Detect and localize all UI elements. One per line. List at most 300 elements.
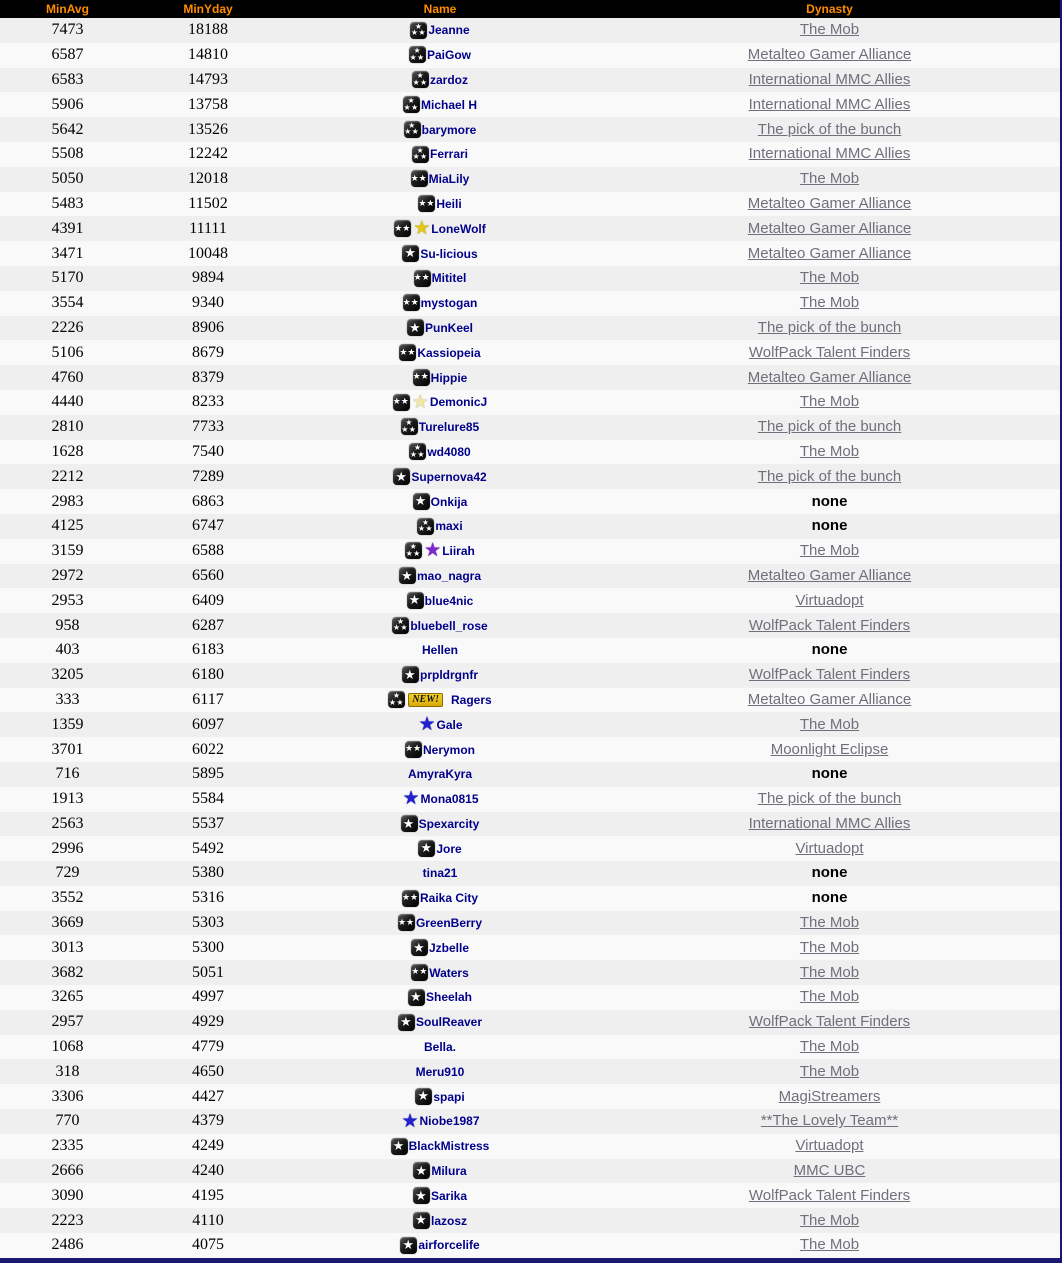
- minyday-cell: 6180: [192, 666, 224, 684]
- badge-slot: [388, 691, 451, 708]
- minyday-cell: 12018: [188, 170, 228, 188]
- player-name-link[interactable]: airforcelife: [418, 1238, 480, 1253]
- minyday-cell: 14810: [188, 46, 228, 64]
- two-star-badge-icon: ★ ★: [403, 294, 420, 311]
- minyday-cell: 8233: [192, 393, 224, 411]
- player-cell: [281, 1084, 599, 1109]
- player-name-link[interactable]: Hippie: [430, 370, 468, 385]
- minavg-cell: 729: [55, 864, 80, 882]
- dynasty-link[interactable]: WolfPack Talent Finders: [748, 1186, 911, 1204]
- player-cell: [281, 762, 599, 787]
- player-cell: [281, 415, 599, 440]
- column-header-minyday[interactable]: MinYday: [183, 2, 233, 16]
- player-cell: [281, 960, 599, 985]
- three-star-badge-icon: ★ ★ ★: [409, 443, 425, 459]
- minavg-cell: 2486: [51, 1236, 84, 1254]
- player-name-link[interactable]: Onkija: [430, 494, 468, 509]
- three-star-badge-icon: ★ ★ ★: [409, 46, 425, 62]
- dynasty-link[interactable]: WolfPack Talent Finders: [748, 666, 911, 684]
- dynasty-cell: [599, 1134, 1060, 1159]
- dynasty-link[interactable]: WolfPack Talent Finders: [748, 343, 911, 361]
- dynasty-cell: [599, 886, 1060, 911]
- player-cell: [281, 985, 599, 1010]
- dynasty-link[interactable]: Virtuadopt: [795, 839, 864, 857]
- dynasty-link[interactable]: The Mob: [799, 294, 860, 312]
- minavg-cell: 2972: [51, 566, 84, 584]
- minyday-cell: 12242: [188, 145, 228, 163]
- badge-slot: [411, 964, 429, 981]
- player-cell: [281, 1159, 599, 1184]
- table-row: [0, 688, 1060, 713]
- dynasty-cell: [599, 1159, 1060, 1184]
- player-name-link[interactable]: Meru910: [415, 1064, 465, 1079]
- badge-slot: [399, 344, 417, 361]
- badge-slot: [405, 741, 423, 758]
- minavg-cell: 403: [55, 641, 80, 659]
- table-row: [0, 192, 1060, 217]
- player-cell: [281, 1208, 599, 1233]
- player-cell: [281, 712, 599, 737]
- dynasty-link[interactable]: WolfPack Talent Finders: [748, 1013, 911, 1031]
- dynasty-cell: [599, 316, 1060, 341]
- minyday-cell: 6747: [192, 517, 224, 535]
- two-star-badge-icon: ★ ★: [402, 890, 419, 907]
- table-row: [0, 68, 1060, 93]
- table-row: [0, 316, 1060, 341]
- minyday-cell: 7289: [192, 467, 224, 485]
- player-cell: [281, 1183, 599, 1208]
- minyday-cell: 5316: [192, 889, 224, 907]
- minavg-cell: 2223: [51, 1211, 84, 1229]
- player-name-link[interactable]: Mona0815: [420, 791, 479, 806]
- player-name-link[interactable]: prpldrgnfr: [420, 667, 478, 682]
- badge-slot: [408, 988, 426, 1005]
- player-name-link[interactable]: Jore: [436, 841, 462, 856]
- blue-star-icon: ★: [402, 788, 420, 810]
- dynasty-cell: [599, 92, 1060, 117]
- badge-slot: [409, 46, 427, 63]
- player-name-link[interactable]: Jzbelle: [428, 940, 470, 955]
- minavg-cell: 5483: [51, 194, 84, 212]
- badge-slot: [400, 1236, 418, 1253]
- player-cell: [281, 812, 599, 837]
- dynasty-link[interactable]: Metalteo Gamer Alliance: [747, 46, 912, 64]
- three-star-badge-icon: ★ ★ ★: [392, 616, 408, 633]
- player-name-link[interactable]: Waters: [429, 965, 469, 980]
- two-star-badge-icon: ★ ★: [398, 914, 415, 931]
- three-star-badge-icon: ★ ★ ★: [417, 517, 433, 534]
- minyday-cell: 8906: [192, 318, 224, 336]
- player-cell: [281, 117, 599, 142]
- player-name-link[interactable]: Bella.: [423, 1039, 456, 1054]
- minavg-cell: 2212: [51, 467, 84, 485]
- player-name-link[interactable]: Supernova42: [411, 469, 487, 484]
- table-row: [0, 440, 1060, 465]
- player-name-link[interactable]: Jeanne: [428, 23, 470, 38]
- badge-slot: [413, 493, 431, 510]
- dynasty-cell: [599, 762, 1060, 787]
- minyday-cell: 5895: [192, 765, 224, 783]
- two-star-badge-icon: ★ ★: [413, 369, 430, 386]
- minyday-cell: 5303: [192, 914, 224, 932]
- player-cell: [281, 539, 599, 564]
- table-row: [0, 564, 1060, 589]
- minavg-cell: 5906: [51, 95, 84, 113]
- minyday-cell: 5492: [192, 839, 224, 857]
- minyday-cell: 9894: [192, 269, 224, 287]
- one-star-badge-icon: ★: [393, 468, 410, 485]
- dynasty-link[interactable]: The pick of the bunch: [757, 467, 902, 485]
- player-cell: [281, 737, 599, 762]
- player-cell: [281, 266, 599, 291]
- one-star-badge-icon: ★: [408, 989, 425, 1006]
- minavg-cell: 2563: [51, 814, 84, 832]
- three-star-badge-icon: ★ ★ ★: [401, 418, 416, 434]
- player-name-link[interactable]: Su-licious: [420, 246, 478, 261]
- player-name-link[interactable]: Hellen: [421, 643, 458, 658]
- column-header-dynasty[interactable]: Dynasty: [806, 2, 853, 16]
- dynasty-link[interactable]: International MMC Allies: [748, 814, 911, 832]
- player-cell: [281, 142, 599, 167]
- dynasty-cell: [599, 18, 1060, 43]
- table-row: [0, 663, 1060, 688]
- table-row: [0, 464, 1060, 489]
- dynasty-link[interactable]: The Mob: [799, 1211, 860, 1229]
- minyday-cell: 6863: [192, 492, 224, 510]
- dynasty-link[interactable]: The Mob: [799, 715, 860, 733]
- dynasty-link[interactable]: International MMC Allies: [748, 70, 911, 88]
- player-name-link[interactable]: GreenBerry: [415, 915, 483, 930]
- player-name-link[interactable]: Mititel: [431, 271, 467, 286]
- player-cell: [281, 43, 599, 68]
- dynasty-cell: [599, 985, 1060, 1010]
- dynasty-link[interactable]: The Mob: [799, 1038, 860, 1056]
- dynasty-link[interactable]: The Mob: [799, 442, 860, 460]
- minyday-cell: 5051: [192, 963, 224, 981]
- player-name-link[interactable]: barymore: [421, 122, 477, 137]
- one-star-badge-icon: ★: [402, 666, 419, 683]
- one-star-badge-icon: ★: [407, 319, 424, 336]
- dynasty-link[interactable]: The pick of the bunch: [757, 318, 902, 336]
- minyday-cell: 8679: [192, 343, 224, 361]
- dynasty-cell: [599, 464, 1060, 489]
- player-name-link[interactable]: LoneWolf: [431, 221, 486, 236]
- dynasty-link[interactable]: The Mob: [799, 170, 860, 188]
- dynasty-link[interactable]: Moonlight Eclipse: [770, 740, 889, 758]
- dynasty-link[interactable]: International MMC Allies: [748, 95, 911, 113]
- player-name-link[interactable]: maxi: [435, 519, 463, 534]
- three-star-badge-icon: ★ ★ ★: [412, 145, 428, 162]
- dynasty-link[interactable]: The Mob: [799, 1236, 860, 1254]
- badge-slot: [391, 1137, 409, 1154]
- player-cell: [281, 514, 599, 539]
- two-star-badge-icon: ★ ★: [405, 741, 422, 758]
- badge-slot: [407, 592, 425, 609]
- player-name-link[interactable]: spapi: [433, 1089, 465, 1104]
- gold-star-icon: ★: [413, 218, 431, 240]
- player-cell: [281, 216, 599, 241]
- minavg-cell: 5170: [51, 269, 84, 287]
- player-name-link[interactable]: PunKeel: [424, 320, 473, 335]
- minavg-cell: 3682: [51, 963, 84, 981]
- table-row: [0, 960, 1060, 985]
- minavg-cell: 3159: [51, 542, 84, 560]
- player-cell: [281, 787, 599, 812]
- badge-slot: [401, 788, 420, 810]
- dynasty-cell: [599, 564, 1060, 589]
- one-star-badge-icon: ★: [413, 1162, 430, 1179]
- dynasty-link[interactable]: Metalteo Gamer Alliance: [747, 690, 912, 708]
- pale-star-icon: ★: [411, 391, 429, 413]
- table-row: [0, 514, 1060, 539]
- player-name-link[interactable]: Sarika: [430, 1188, 468, 1203]
- badge-slot: [394, 218, 431, 240]
- player-name-link[interactable]: Heili: [436, 196, 462, 211]
- player-cell: [281, 613, 599, 638]
- dynasty-cell: [599, 663, 1060, 688]
- player-name-link[interactable]: Ragers: [451, 692, 492, 707]
- badge-slot: [401, 815, 419, 832]
- player-name-link[interactable]: SoulReaver: [415, 1015, 483, 1030]
- player-name-link[interactable]: Raika City: [419, 891, 479, 906]
- table-row: [0, 142, 1060, 167]
- player-cell: [281, 390, 599, 415]
- player-name-link[interactable]: lazosz: [430, 1213, 467, 1228]
- one-star-badge-icon: ★: [413, 1212, 430, 1229]
- dynasty-link[interactable]: Metalteo Gamer Alliance: [747, 244, 912, 262]
- player-name-link[interactable]: Ferrari: [429, 147, 469, 162]
- dynasty-link[interactable]: The pick of the bunch: [757, 120, 902, 138]
- dynasty-cell: [599, 935, 1060, 960]
- badge-slot: [404, 121, 422, 138]
- dynasty-none-text: none: [811, 641, 848, 659]
- dynasty-cell: [599, 514, 1060, 539]
- column-header-name[interactable]: Name: [423, 2, 457, 16]
- new-ribbon-icon: NEW!: [408, 693, 443, 707]
- table-row: [0, 43, 1060, 68]
- table-row: [0, 638, 1060, 663]
- minavg-cell: 2226: [51, 318, 84, 336]
- one-star-badge-icon: ★: [413, 493, 430, 510]
- dynasty-cell: [599, 489, 1060, 514]
- dynasty-link[interactable]: The Mob: [799, 542, 860, 560]
- dynasty-link[interactable]: The pick of the bunch: [757, 418, 902, 436]
- dynasty-cell: [599, 117, 1060, 142]
- minavg-cell: 3265: [51, 988, 84, 1006]
- minavg-cell: 7473: [51, 21, 84, 39]
- badge-slot: [415, 1088, 433, 1105]
- minyday-cell: 6097: [192, 715, 224, 733]
- dynasty-link[interactable]: MMC UBC: [793, 1162, 866, 1180]
- player-name-link[interactable]: PaiGow: [426, 47, 471, 62]
- one-star-badge-icon: ★: [398, 1014, 415, 1031]
- minavg-cell: 4760: [51, 368, 84, 386]
- player-name-link[interactable]: MiaLily: [428, 171, 470, 186]
- table-row: [0, 18, 1060, 43]
- minavg-cell: 1359: [51, 715, 84, 733]
- minyday-cell: 4195: [192, 1186, 224, 1204]
- badge-slot: [413, 1187, 431, 1204]
- minavg-cell: 3013: [51, 938, 84, 956]
- table-row: [0, 836, 1060, 861]
- minyday-cell: 4650: [192, 1062, 224, 1080]
- minavg-cell: 1913: [51, 790, 84, 808]
- badge-slot: [405, 540, 442, 562]
- dynasty-cell: [599, 539, 1060, 564]
- table-row: [0, 1059, 1060, 1084]
- player-name-link[interactable]: tina21: [422, 866, 458, 881]
- dynasty-link[interactable]: The Mob: [799, 1062, 860, 1080]
- minyday-cell: 5584: [192, 790, 224, 808]
- badge-slot: [398, 1013, 416, 1030]
- dynasty-link[interactable]: The Mob: [799, 914, 860, 932]
- dynasty-link[interactable]: The Mob: [799, 938, 860, 956]
- minyday-cell: 4427: [192, 1087, 224, 1105]
- dynasty-cell: [599, 787, 1060, 812]
- table-row: [0, 340, 1060, 365]
- dynasty-cell: [599, 1183, 1060, 1208]
- minavg-cell: 318: [55, 1062, 80, 1080]
- player-name-link[interactable]: BlackMistress: [408, 1139, 490, 1154]
- player-name-link[interactable]: mystogan: [420, 295, 478, 310]
- dynasty-none-text: none: [811, 517, 848, 535]
- dynasty-link[interactable]: The pick of the bunch: [757, 790, 902, 808]
- minavg-cell: 5642: [51, 120, 84, 138]
- minyday-cell: 6183: [192, 641, 224, 659]
- player-name-link[interactable]: Gale: [436, 717, 463, 732]
- table-row: [0, 886, 1060, 911]
- minavg-cell: 1068: [51, 1038, 84, 1056]
- dynasty-cell: [599, 812, 1060, 837]
- badge-slot: [402, 889, 420, 906]
- dynasty-cell: [599, 365, 1060, 390]
- player-name-link[interactable]: Milura: [431, 1163, 467, 1178]
- player-name-link[interactable]: Nerymon: [422, 742, 475, 757]
- dynasty-link[interactable]: The Mob: [799, 963, 860, 981]
- one-star-badge-icon: ★: [400, 1237, 417, 1254]
- player-name-link[interactable]: AmyraKyra: [407, 767, 473, 782]
- minavg-cell: 5050: [51, 170, 84, 188]
- minavg-cell: 2810: [51, 418, 84, 436]
- dynasty-cell: [599, 861, 1060, 886]
- dynasty-link[interactable]: The Mob: [799, 393, 860, 411]
- dynasty-link[interactable]: MagiStreamers: [778, 1087, 881, 1105]
- minavg-cell: 958: [55, 616, 80, 634]
- player-name-link[interactable]: zardoz: [429, 72, 468, 87]
- minavg-cell: 3701: [51, 740, 84, 758]
- dynasty-cell: [599, 142, 1060, 167]
- table-row: [0, 241, 1060, 266]
- table-row: [0, 911, 1060, 936]
- minyday-cell: 4997: [192, 988, 224, 1006]
- player-name-link[interactable]: Niobe1987: [419, 1114, 480, 1129]
- three-star-badge-icon: ★ ★ ★: [410, 21, 426, 38]
- dynasty-link[interactable]: Virtuadopt: [795, 1137, 864, 1155]
- minyday-cell: 6022: [192, 740, 224, 758]
- dynasty-link[interactable]: **The Lovely Team**: [760, 1112, 899, 1130]
- player-name-link[interactable]: bluebell_rose: [410, 618, 488, 633]
- dynasty-link[interactable]: Virtuadopt: [795, 591, 864, 609]
- dynasty-cell: [599, 911, 1060, 936]
- dynasty-link[interactable]: Metalteo Gamer Alliance: [747, 566, 912, 584]
- player-name-link[interactable]: mao_nagra: [416, 568, 482, 583]
- table-row: [0, 266, 1060, 291]
- three-star-badge-icon: ★ ★ ★: [403, 96, 419, 112]
- player-cell: [281, 1109, 599, 1134]
- player-name-link[interactable]: wd4080: [427, 444, 471, 459]
- player-name-link[interactable]: Liirah: [442, 543, 475, 558]
- dynasty-cell: [599, 192, 1060, 217]
- minavg-cell: 1628: [51, 442, 84, 460]
- dynasty-link[interactable]: Metalteo Gamer Alliance: [747, 219, 912, 237]
- player-name-link[interactable]: Kassiopeia: [417, 345, 481, 360]
- dynasty-cell: [599, 266, 1060, 291]
- player-name-link[interactable]: blue4nic: [424, 593, 474, 608]
- table-row: [0, 588, 1060, 613]
- one-star-badge-icon: ★: [407, 592, 424, 609]
- player-cell: [281, 663, 599, 688]
- player-name-link[interactable]: Sheelah: [425, 990, 473, 1005]
- badge-slot: [402, 245, 420, 262]
- badge-slot: [412, 145, 430, 162]
- table-row: [0, 117, 1060, 142]
- minyday-cell: 4110: [192, 1211, 224, 1229]
- minyday-cell: 13758: [188, 95, 228, 113]
- minavg-cell: 5508: [51, 145, 84, 163]
- table-body: [0, 18, 1060, 1258]
- dynasty-cell: [599, 638, 1060, 663]
- dynasty-link[interactable]: The Mob: [799, 988, 860, 1006]
- table-row: [0, 1134, 1060, 1159]
- minavg-cell: 3205: [51, 666, 84, 684]
- dynasty-link[interactable]: Metalteo Gamer Alliance: [747, 194, 912, 212]
- dynasty-link[interactable]: The Mob: [799, 21, 860, 39]
- table-row: [0, 712, 1060, 737]
- minavg-cell: 5106: [51, 343, 84, 361]
- badge-slot: [392, 617, 410, 634]
- dynasty-link[interactable]: International MMC Allies: [748, 145, 911, 163]
- column-header-minavg[interactable]: MinAvg: [46, 2, 89, 16]
- dynasty-link[interactable]: The Mob: [799, 269, 860, 287]
- minyday-cell: 11111: [189, 219, 227, 237]
- player-name-link[interactable]: Turelure85: [418, 419, 480, 434]
- dynasty-cell: [599, 960, 1060, 985]
- dynasty-cell: [599, 291, 1060, 316]
- player-name-link[interactable]: Michael H: [420, 97, 477, 112]
- table-row: [0, 539, 1060, 564]
- player-name-link[interactable]: Spexarcity: [418, 816, 480, 831]
- one-star-badge-icon: ★: [401, 815, 418, 832]
- player-cell: [281, 886, 599, 911]
- badge-slot: [417, 713, 436, 735]
- two-star-badge-icon: ★ ★: [418, 195, 435, 212]
- player-name-link[interactable]: DemonicJ: [429, 395, 488, 410]
- table-row: [0, 1035, 1060, 1060]
- badge-slot: [418, 195, 436, 212]
- table-row: [0, 1233, 1060, 1258]
- table-row: [0, 787, 1060, 812]
- two-star-badge-icon: ★ ★: [393, 394, 410, 411]
- player-cell: [281, 340, 599, 365]
- minavg-cell: 6583: [51, 70, 84, 88]
- one-star-badge-icon: ★: [399, 567, 416, 584]
- dynasty-none-text: none: [811, 889, 848, 907]
- dynasty-cell: [599, 216, 1060, 241]
- dynasty-link[interactable]: Metalteo Gamer Alliance: [747, 368, 912, 386]
- dynasty-link[interactable]: WolfPack Talent Finders: [748, 616, 911, 634]
- badge-slot: [403, 294, 421, 311]
- minavg-cell: 4125: [51, 517, 84, 535]
